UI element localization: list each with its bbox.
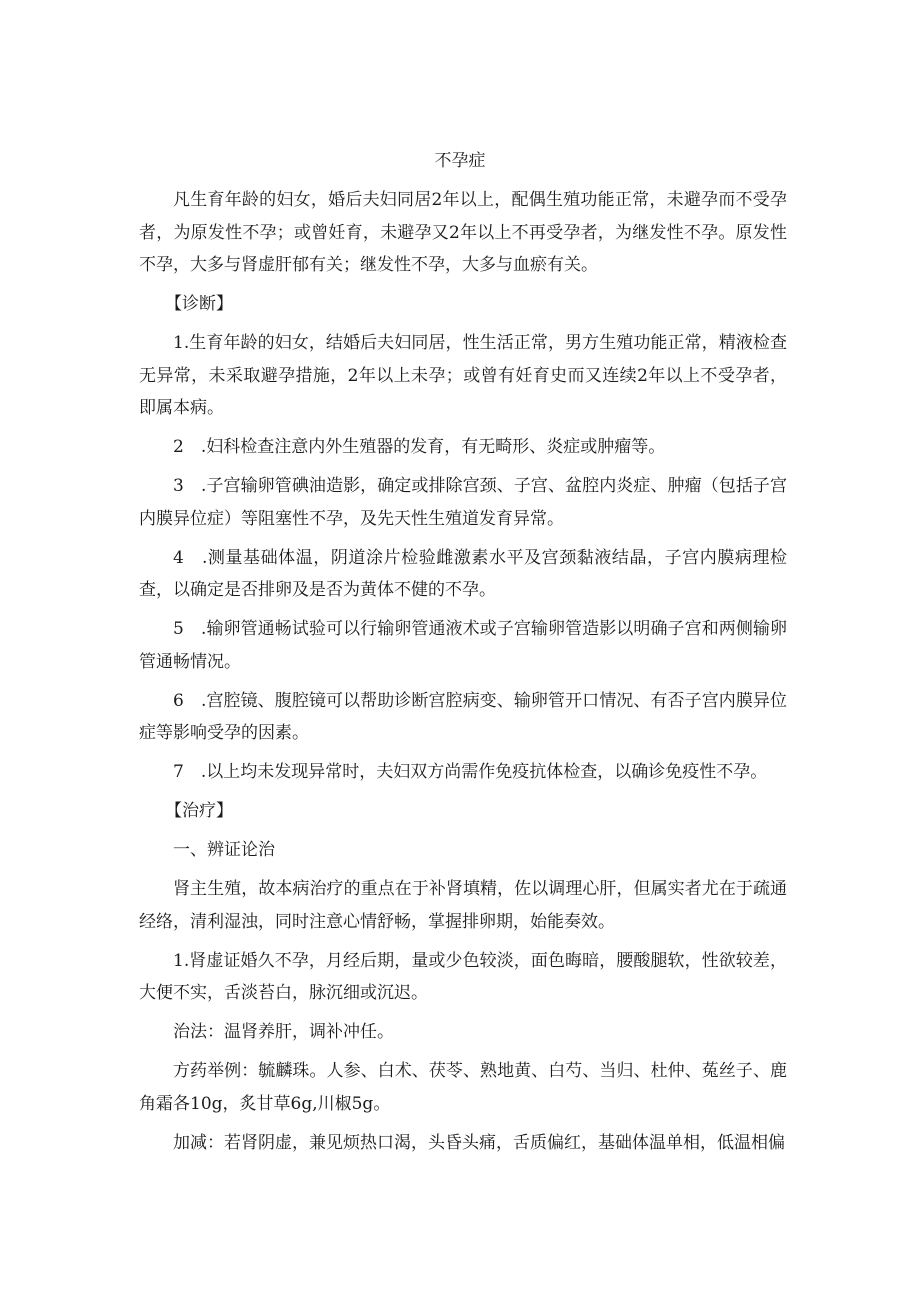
diagnosis-item-2: 2 .妇科检查注意内外生殖器的发育，有无畸形、炎症或肿瘤等。 xyxy=(173,437,666,457)
treatment-paragraph: 肾主生殖，故本病治疗的重点在于补肾填精，佐以调理心肝，但属实者尤在于疏通经络，清利湿浊，同时注意心情舒畅，掌握排卵期，始能奏效。 xyxy=(139,879,787,932)
subsection-heading: 一、辨证论治 xyxy=(173,840,275,860)
modification: 加减：若肾阴虚，兼见烦热口渴，头昏头痛，舌质偏红，基础体温单相，低温相偏 xyxy=(173,1132,785,1153)
diagnosis-item-6: 6 .宫腔镜、腹腔镜可以帮助诊断宫腔病变、输卵管开口情况、有否子宫内膜异位症等影响受孕的因素。 xyxy=(139,690,787,743)
intro-paragraph: 凡生育年龄的妇女，婚后夫妇同居2年以上，配偶生殖功能正常，未避孕而不受孕者，为原发性不孕；或曾妊育，未避孕又2年以上不再受孕者，为继发性不孕。原发性不孕，大多与肾虚肝郁有关；继发性不孕，大多与血瘀有关。 xyxy=(139,190,787,275)
document-body xyxy=(139,184,787,1166)
diagnosis-item-7: 7 .以上均未发现异常时，夫妇双方尚需作免疫抗体检查，以确诊免疫性不孕。 xyxy=(173,762,768,782)
page-title: 不孕症 xyxy=(434,151,486,171)
treatment-method: 治法：温肾养肝，调补冲任。 xyxy=(173,1022,394,1042)
diagnosis-item-4: 4 .测量基础体温，阴道涂片检验雌激素水平及宫颈黏液结晶，子宫内膜病理检查，以确定是否排卵及是否为黄体不健的不孕。 xyxy=(139,547,787,600)
section-heading-diagnosis: 【诊断】 xyxy=(165,294,233,314)
section-heading-treatment: 【治疗】 xyxy=(165,801,233,821)
syndrome-item-1: 1.肾虚证婚久不孕，月经后期，量或少色较淡，面色晦暗，腰酸腿软，性欲较差，大便不实，舌淡苔白，脉沉细或沉迟。 xyxy=(139,950,787,1003)
prescription: 方药举例：毓麟珠。人参、白术、茯苓、熟地黄、白芍、当归、杜仲、菟丝子、鹿角霜各10g，炙甘草6g,川椒5g。 xyxy=(139,1061,787,1114)
diagnosis-item-5: 5 .输卵管通畅试验可以行输卵管通液术或子宫输卵管造影以明确子宫和两侧输卵管通畅情况。 xyxy=(139,619,787,672)
diagnosis-item-1: 1.生育年龄的妇女，结婚后夫妇同居，性生活正常，男方生殖功能正常，精液检查无异常，未采取避孕措施，2年以上未孕；或曾有妊育史而又连续2年以上不受孕者，即属本病。 xyxy=(139,333,787,418)
diagnosis-item-3: 3 .子宫输卵管碘油造影，确定或排除宫颈、子宫、盆腔内炎症、肿瘤（包括子宫内膜异位症）等阻塞性不孕，及先天性生殖道发育异常。 xyxy=(139,476,787,529)
